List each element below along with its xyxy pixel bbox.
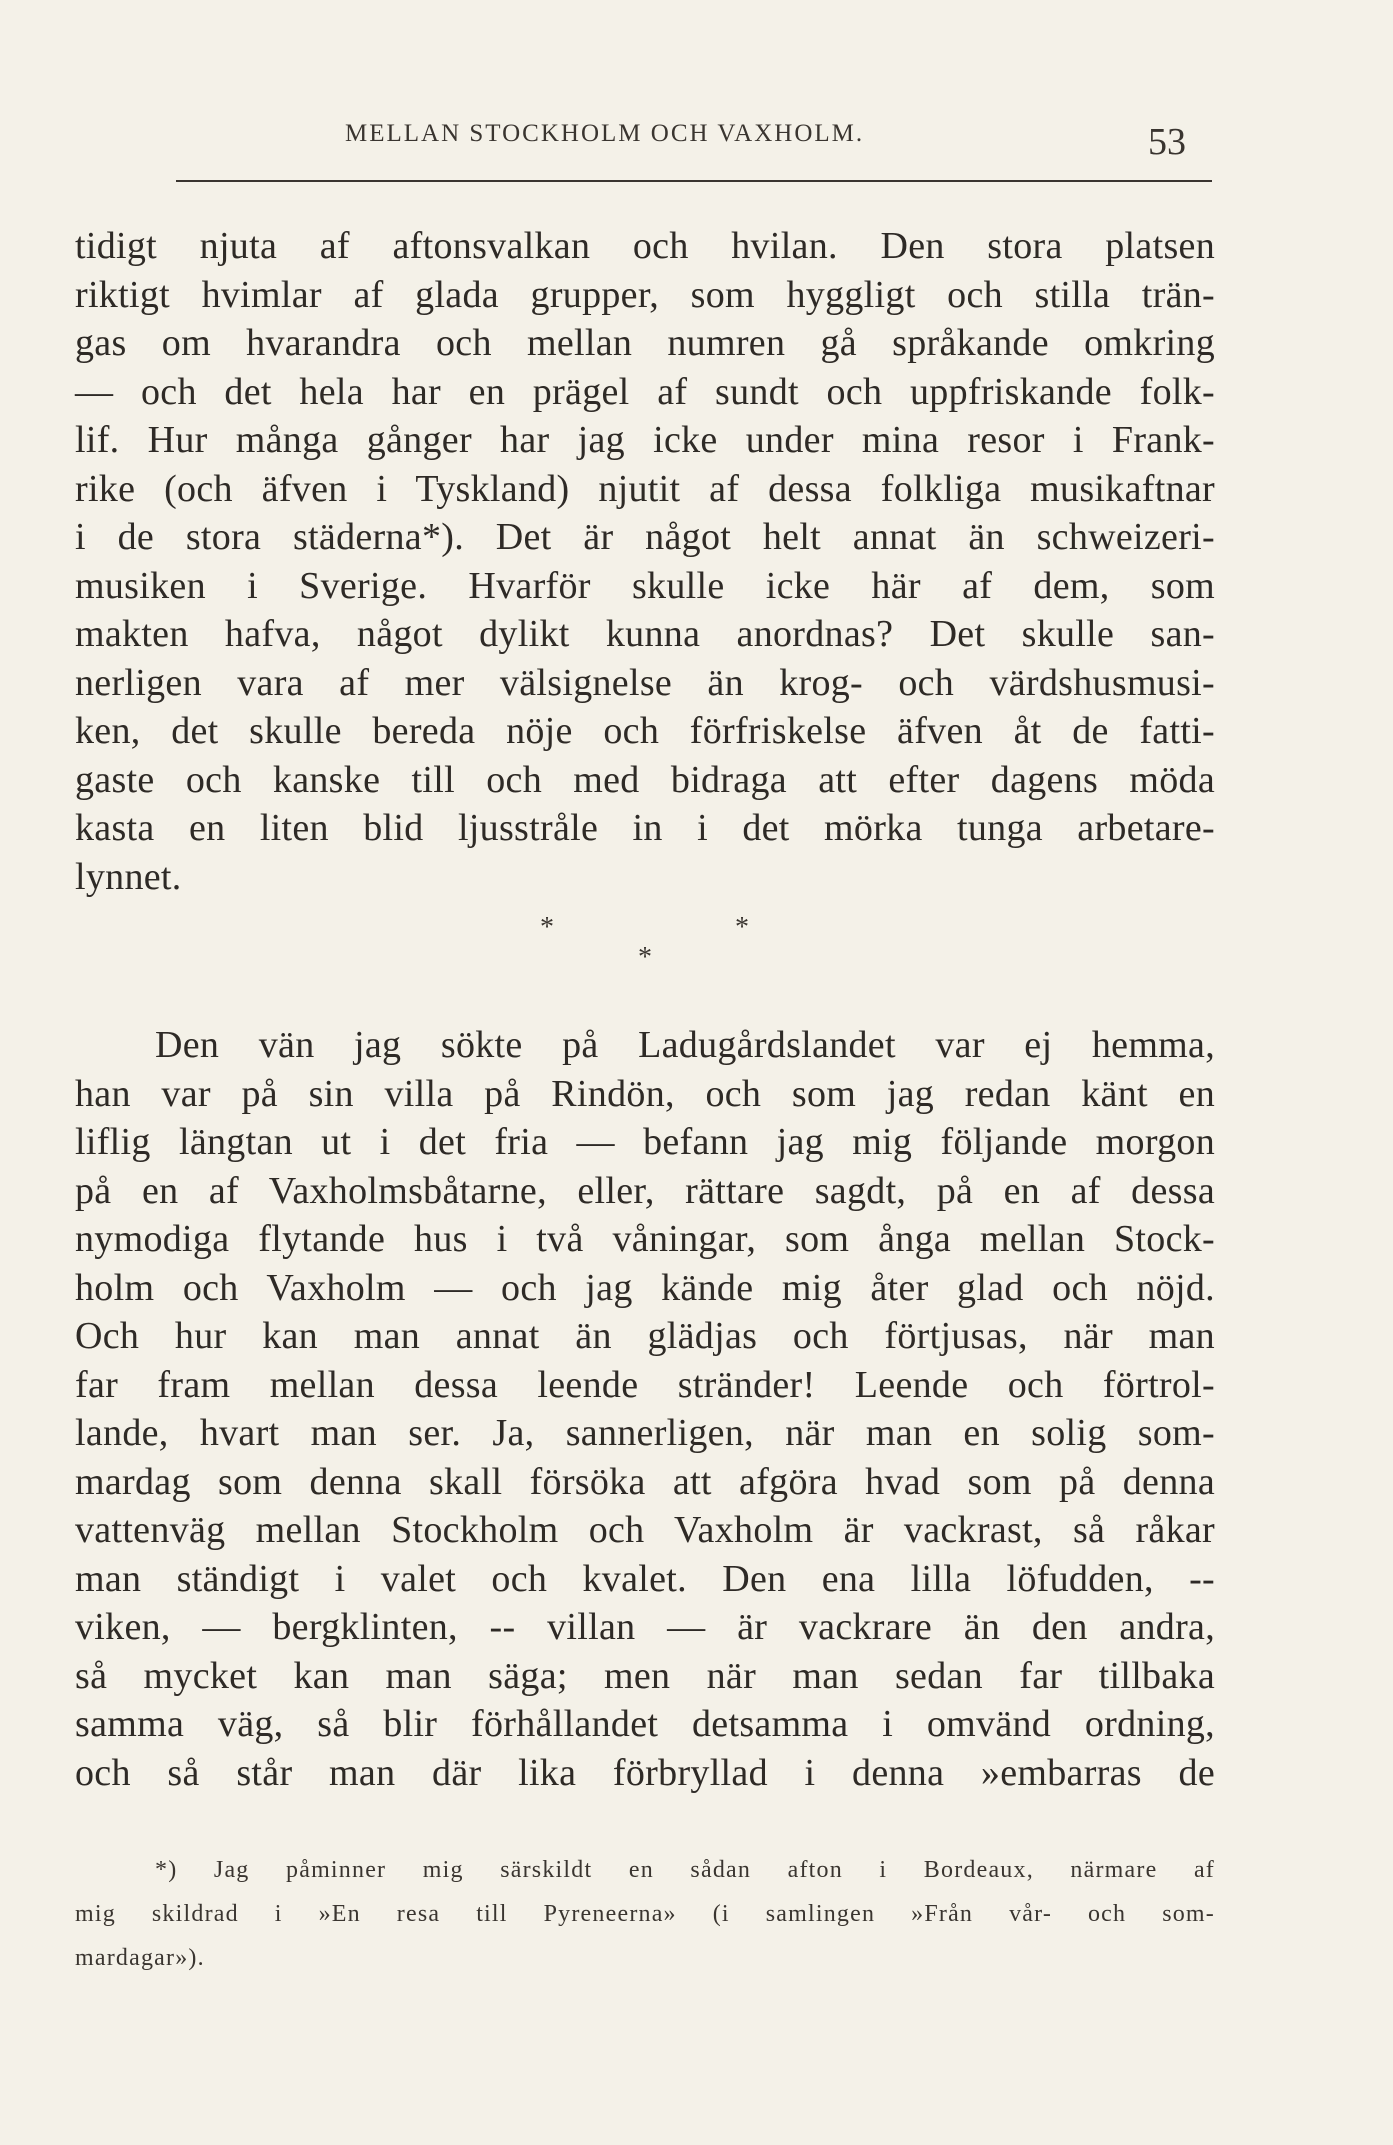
asterisk: *	[540, 912, 554, 943]
footnote	[75, 1848, 1215, 1980]
text-line: man ständigt i valet och kvalet. Den ena lilla löfudden, --	[75, 1557, 1215, 1600]
text-line: samma väg, så blir förhållandet detsamma i omvänd ordning,	[75, 1703, 1215, 1745]
text-line: far fram mellan dessa leende stränder! Leende och förtrol-	[75, 1363, 1215, 1406]
text-line: tidigt njuta af aftonsvalkan och hvilan. Den stora platsen	[75, 225, 1215, 267]
text-line: han var på sin villa på Rindön, och som jag redan känt en	[75, 1072, 1215, 1115]
text-line: — och det hela har en prägel af sundt och uppfriskande folk-	[75, 370, 1215, 413]
text-line: mardag som denna skall försöka att afgöra hvad som på denna	[75, 1460, 1215, 1503]
text-line: vattenväg mellan Stockholm och Vaxholm är vackrast, så råkar	[75, 1509, 1215, 1551]
text-line: Den vän jag sökte på Ladugårdslandet var ej hemma,	[155, 1024, 1215, 1066]
text-line: gaste och kanske till och med bidraga att efter dagens möda	[75, 758, 1215, 801]
paragraph-2	[75, 1021, 1215, 1797]
footnote-line: mardagar»).	[75, 1945, 205, 1971]
text-line: och så står man där lika förbryllad i denna »embarras de	[75, 1751, 1215, 1794]
text-line: lif. Hur många gånger har jag icke under mina resor i Frank-	[75, 419, 1215, 461]
running-title: MELLAN STOCKHOLM OCH VAXHOLM.	[345, 120, 865, 147]
header-rule	[176, 180, 1212, 182]
text-line: i de stora städerna*). Det är något helt annat än schweizeri-	[75, 516, 1215, 558]
text-line: holm och Vaxholm — och jag kände mig åter glad och nöjd.	[75, 1266, 1215, 1309]
text-line: lynnet.	[75, 855, 182, 898]
text-line: kasta en liten blid ljusstråle in i det mörka tunga arbetare-	[75, 807, 1215, 849]
paragraph-1	[75, 222, 1215, 901]
text-line: gas om hvarandra och mellan numren gå språkande omkring	[75, 322, 1215, 364]
footnote-line: mig skildrad i »En resa till Pyreneerna» (i samlingen »Från vår- och som-	[75, 1901, 1215, 1927]
text-line: så mycket kan man säga; men när man sedan far tillbaka	[75, 1654, 1215, 1697]
text-line: riktigt hvimlar af glada grupper, som hyggligt och stilla trän-	[75, 273, 1215, 316]
footnote-line: *) Jag påminner mig särskildt en sådan afton i Bordeaux, närmare af	[155, 1857, 1215, 1883]
text-line: rike (och äfven i Tyskland) njutit af dessa folkliga musikaftnar	[75, 467, 1215, 510]
text-line: viken, — bergklinten, -- villan — är vackrare än den andra,	[75, 1606, 1215, 1648]
text-line: makten hafva, något dylikt kunna anordnas? Det skulle san-	[75, 613, 1215, 655]
text-line: nerligen vara af mer välsignelse än krog- och värdshusmusi-	[75, 661, 1215, 704]
asterisk: *	[735, 912, 749, 943]
page-number: 53	[1148, 121, 1186, 163]
asterisk: *	[638, 942, 652, 973]
text-line: nymodiga flytande hus i två våningar, som ånga mellan Stock-	[75, 1218, 1215, 1260]
text-line: lande, hvart man ser. Ja, sannerligen, när man en solig som-	[75, 1412, 1215, 1454]
text-line: ken, det skulle bereda nöje och förfriskelse äfven åt de fatti-	[75, 710, 1215, 752]
text-line: musiken i Sverige. Hvarför skulle icke här af dem, som	[75, 564, 1215, 607]
text-line: Och hur kan man annat än glädjas och förtjusas, när man	[75, 1315, 1215, 1357]
text-line: på en af Vaxholmsbåtarne, eller, rättare sagdt, på en af dessa	[75, 1169, 1215, 1212]
text-line: liflig längtan ut i det fria — befann jag mig följande morgon	[75, 1121, 1215, 1163]
